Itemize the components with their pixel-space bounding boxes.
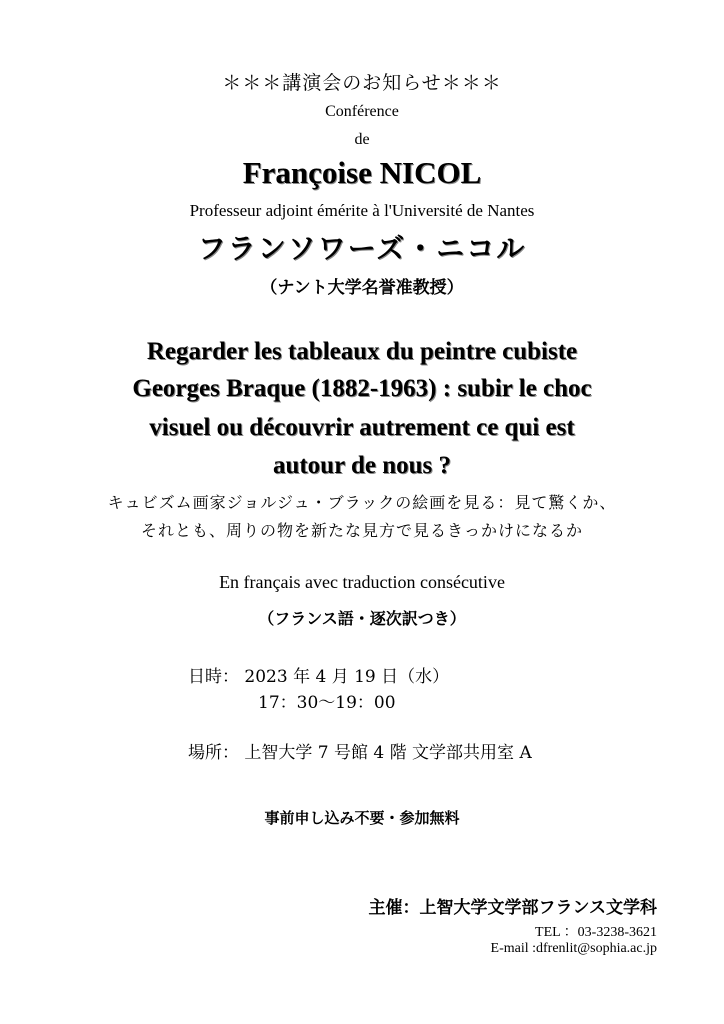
conference-label: Conférence [325,103,399,120]
event-location: 場所： 上智大学 7 号館 4 階 文学部共用室 A [188,743,532,763]
speaker-name-japanese: フランソワーズ・ニコル [197,232,527,265]
language-note-japanese: （フランス語・逐次訳つき） [258,609,466,628]
lecture-title-line: Regarder les tableaux du peintre cubiste [146,338,578,365]
event-time: 17：30〜19：00 [258,693,396,713]
organizer-tel: TEL ：03-3238-3621 [535,925,657,940]
speaker-title-japanese: （ナント大学名誉准教授） [260,278,464,298]
announcement-heading: ＊＊＊講演会のお知らせ＊＊＊ [222,72,502,94]
speaker-name-french: Françoise NICOL [242,155,482,190]
lecture-title-line: autour de nous ? [272,452,452,479]
lecture-title-line: Georges Braque (1882-1963) : subir le choc [132,375,592,402]
de-label: de [354,131,370,148]
organizer-email: E-mail :dfrenlit@sophia.ac.jp [490,941,657,956]
lecture-title-line: visuel ou découvrir autrement ce qui est [149,414,575,441]
registration-note: 事前申し込み不要・参加無料 [264,809,460,827]
lecture-title-japanese-line: それとも、周りの物を新たな見方で見るきっかけになるか [140,521,583,540]
speaker-title-french: Professeur adjoint émérite à l'Université de Nantes [189,201,535,220]
event-date: 日時： 2023 年 4 月 19 日（水） [188,667,450,687]
organizer-name: 主催：上智大学文学部フランス文学科 [368,898,657,918]
language-note-french: En français avec traduction consécutive [219,572,505,592]
lecture-title-japanese-line: キュビズム画家ジョルジュ・ブラックの絵画を見る：見て驚くか、 [107,493,617,512]
